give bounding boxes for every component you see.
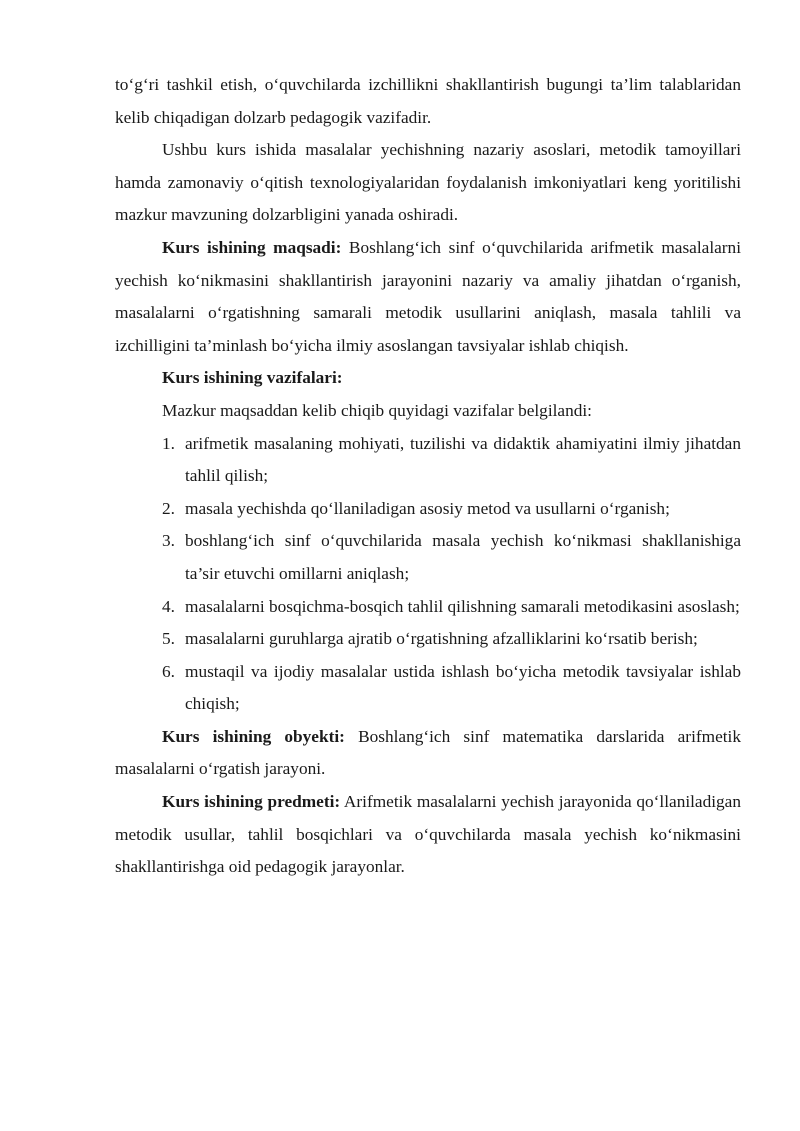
list-item-text: masalalarni bosqichma-bosqich tahlil qilishning samarali metodikasini asoslash; [185,596,740,616]
tasks-intro: Mazkur maqsaddan kelib chiqib quyidagi vazifalar belgilandi: [162,400,592,420]
paragraph-intro-continuation: to‘g‘ri tashkil etish, o‘quvchilarda izchillikni shakllantirish bugungi ta’lim talablaridan kelib chiqadigan dolzarb pedagogik vazifadir. [115,75,741,127]
subject-label: Kurs ishining predmeti: [162,792,341,812]
tasks-list [115,428,741,721]
list-item-text: masala yechishda qo‘llaniladigan asosiy metod va usullarni o‘rganish; [185,498,670,518]
list-item [115,493,741,526]
list-item-text: arifmetik masalaning mohiyati, tuzilishi va didaktik ahamiyatini ilmiy jihatdan tahlil qilish; [185,433,741,486]
object-label: Kurs ishining obyekti: [162,726,345,746]
list-item [115,623,741,656]
list-item-text: boshlang‘ich sinf o‘quvchilarida masala yechish ko‘nikmasi shakllanishiga ta’sir etuvchi omillarni aniqlash; [185,531,741,583]
list-item-number: 4. [162,596,175,616]
list-item [115,525,741,590]
list-item-text: mustaqil va ijodiy masalalar ustida ishlash bo‘yicha metodik tavsiyalar ishlab chiqish; [185,661,741,714]
goal-label: Kurs ishining maqsadi: [162,237,342,257]
document-page [115,69,741,884]
object-text: Boshlang‘ich sinf matematika darslarida arifmetik masalalarni o‘rgatish jarayoni. [115,726,741,779]
list-item [115,656,741,721]
paragraph-subject [115,786,741,884]
list-item-number: 6. [162,661,175,681]
paragraph-object [115,721,741,786]
goal-text: Boshlang‘ich sinf o‘quvchilarida arifmetik masalalarni yechish ko‘nikmasini shakllantirish jarayonini nazariy va amaliy jihatdan o‘rganish, masalalarni o‘rgatishning samarali metodik usullarini aniqlash, masala tahlili va izchilligini ta’minlash bo‘yicha ilmiy asoslangan tavsiyalar ishlab chiqish. [115,237,741,355]
list-item-number: 1. [162,433,175,453]
paragraph-goal [115,232,741,362]
list-item-text: masalalarni guruhlarga ajratib o‘rgatishning afzalliklarini ko‘rsatib berish; [185,629,698,649]
subject-text: Arifmetik masalalarni yechish jarayonida qo‘llaniladigan metodik usullar, tahlil bosqichlari va o‘quvchilarda masala yechish ko‘nikmasini shakllantirishga oid pedagogik jarayonlar. [115,792,741,877]
list-item [115,428,741,493]
list-item-number: 5. [162,629,175,649]
list-item-number: 2. [162,498,175,518]
paragraph-relevance: Ushbu kurs ishida masalalar yechishning nazariy asoslari, metodik tamoyillari hamda zamonaviy o‘qitish texnologiyalaridan foydalanish imkoniyatlari keng yoritilishi mazkur mavzuning dolzarbligini yanada oshiradi. [115,140,741,225]
tasks-heading: Kurs ishining vazifalari: [162,368,343,388]
list-item-number: 3. [162,531,175,551]
list-item [115,591,741,624]
